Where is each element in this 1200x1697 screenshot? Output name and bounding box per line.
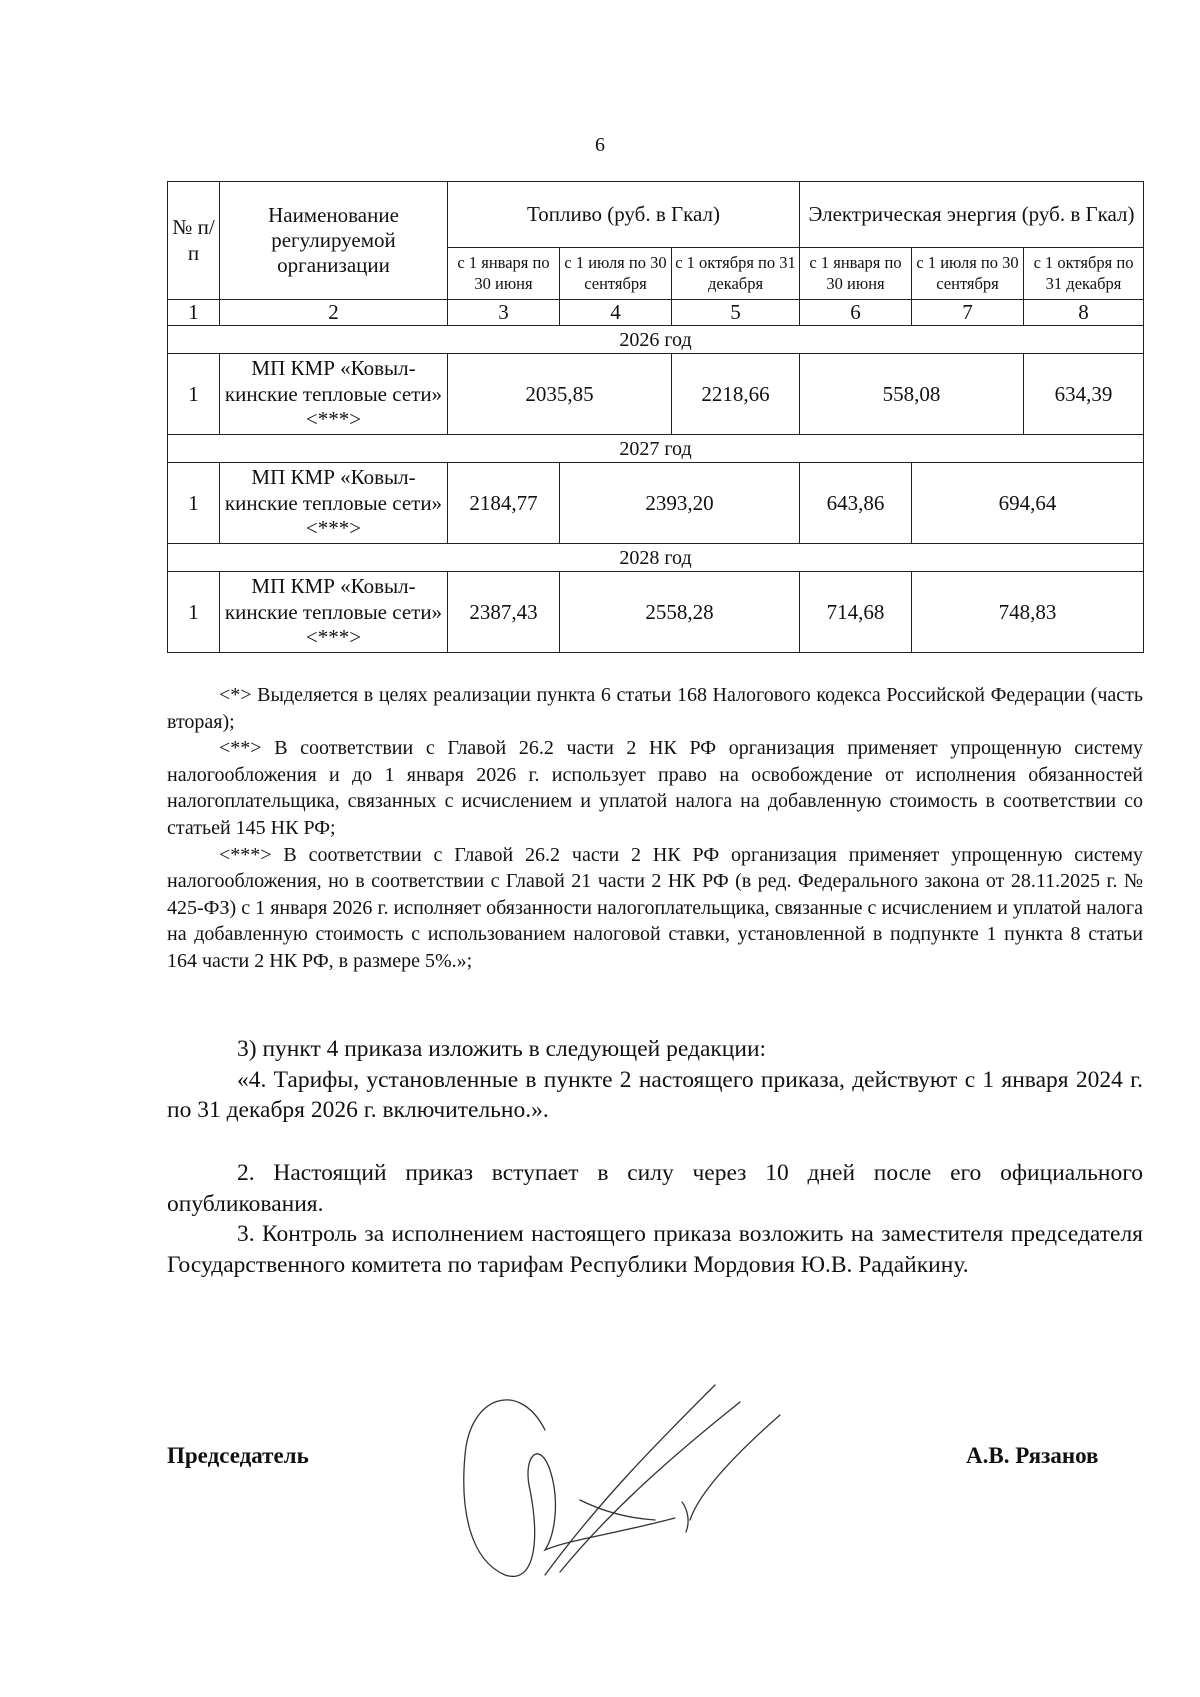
paragraph-2: 2. Настоящий приказ вступает в силу через 10 дней после его официального опубликования. [167, 1160, 1143, 1217]
fuel-value: 2387,43 [448, 572, 560, 653]
column-number: 6 [800, 300, 912, 326]
year-label: 2028 год [168, 544, 1144, 572]
row-number: 1 [168, 463, 220, 544]
fuel-value: 2035,85 [448, 354, 672, 435]
item-3-text: «4. Тарифы, установленные в пункте 2 настоящего приказа, действуют с 1 января 2024 г. по 31 декабря 2026 г. включительно.». [167, 1066, 1143, 1123]
fuel-header: Топливо (руб. в Гкал) [448, 182, 800, 248]
column-number: 7 [912, 300, 1024, 326]
column-number: 4 [560, 300, 672, 326]
column-number-row [168, 300, 1144, 326]
footnote: <**> В соответствии с Главой 26.2 части 2 НК РФ организация применяет упрощенную систему налогообложения и до 1 января 2026 г. использует право на освобождение от исполнения обязанностей налогоплательщика, связанных с исчислением и уплатой налога на добавленную стоимость в соответствии со статьей 145 НК РФ; [167, 737, 1143, 839]
page-number: 6 [595, 134, 605, 156]
paragraph-3: 3. Контроль за исполнением настоящего приказа возложить на заместителя председателя Государственного комитета по тарифам Республики Мордовия Ю.В. Радайкину. [167, 1221, 1143, 1278]
closing-paragraphs [167, 1158, 1143, 1280]
item-3 [167, 1034, 1143, 1126]
fuel-value: 2393,20 [560, 463, 800, 544]
signatory-title: Председатель [167, 1443, 309, 1468]
col-name-header: Наименование регулируемой организации [220, 182, 448, 300]
table-row [168, 572, 1144, 653]
power-value: 714,68 [800, 572, 912, 653]
fuel-value: 2184,77 [448, 463, 560, 544]
signatory-name: А.В. Рязанов [966, 1443, 1099, 1468]
period-header: с 1 июля по 30 сентября [560, 248, 672, 300]
row-number: 1 [168, 354, 220, 435]
fuel-value: 2558,28 [560, 572, 800, 653]
table-row [168, 354, 1144, 435]
power-value: 634,39 [1024, 354, 1144, 435]
power-value: 558,08 [800, 354, 1024, 435]
year-label: 2027 год [168, 435, 1144, 463]
power-value: 748,83 [912, 572, 1144, 653]
column-number: 5 [672, 300, 800, 326]
organization-name: МП КМР «Ковыл-кинские тепловые сети» <***> [220, 463, 448, 544]
period-header: с 1 января по 30 июня [800, 248, 912, 300]
fuel-value: 2218,66 [672, 354, 800, 435]
period-header: с 1 января по 30 июня [448, 248, 560, 300]
col-num-header: № п/п [168, 182, 220, 300]
table-row [168, 463, 1144, 544]
footnotes [167, 682, 1143, 975]
column-number: 3 [448, 300, 560, 326]
period-header: с 1 июля по 30 сентября [912, 248, 1024, 300]
period-header: с 1 октября по 31 декабря [672, 248, 800, 300]
organization-name: МП КМР «Ковыл-кинские тепловые сети» <***> [220, 572, 448, 653]
row-number: 1 [168, 572, 220, 653]
footnote: <*> Выделяется в целях реализации пункта 6 статьи 168 Налогового кодекса Российской Федерации (часть вторая); [167, 684, 1143, 733]
item-3-intro: 3) пункт 4 приказа изложить в следующей редакции: [237, 1036, 767, 1062]
power-value: 694,64 [912, 463, 1144, 544]
column-number: 2 [220, 300, 448, 326]
power-header: Электрическая энергия (руб. в Гкал) [800, 182, 1144, 248]
tariff-table [167, 181, 1144, 653]
period-header: с 1 октября по 31 декабря [1024, 248, 1144, 300]
column-number: 8 [1024, 300, 1144, 326]
column-number: 1 [168, 300, 220, 326]
footnote: <***> В соответствии с Главой 26.2 части 2 НК РФ организация применяет упрощенную систему налогообложения, но в соответствии с Главой 21 части 2 НК РФ (в ред. Федерального закона от 28.11.2025 г. № 425-ФЗ) с 1 января 2026 г. исполняет обязанности налогоплательщика, связанные с исчислением и уплатой налога на добавленную стоимость с использованием налоговой ставки, установленной в подпункте 1 пункта 8 статьи 164 части 2 НК РФ, в размере 5%.»; [167, 843, 1143, 972]
handwritten-signature [450, 1360, 850, 1600]
power-value: 643,86 [800, 463, 912, 544]
organization-name: МП КМР «Ковыл-кинские тепловые сети» <***> [220, 354, 448, 435]
year-label: 2026 год [168, 326, 1144, 354]
